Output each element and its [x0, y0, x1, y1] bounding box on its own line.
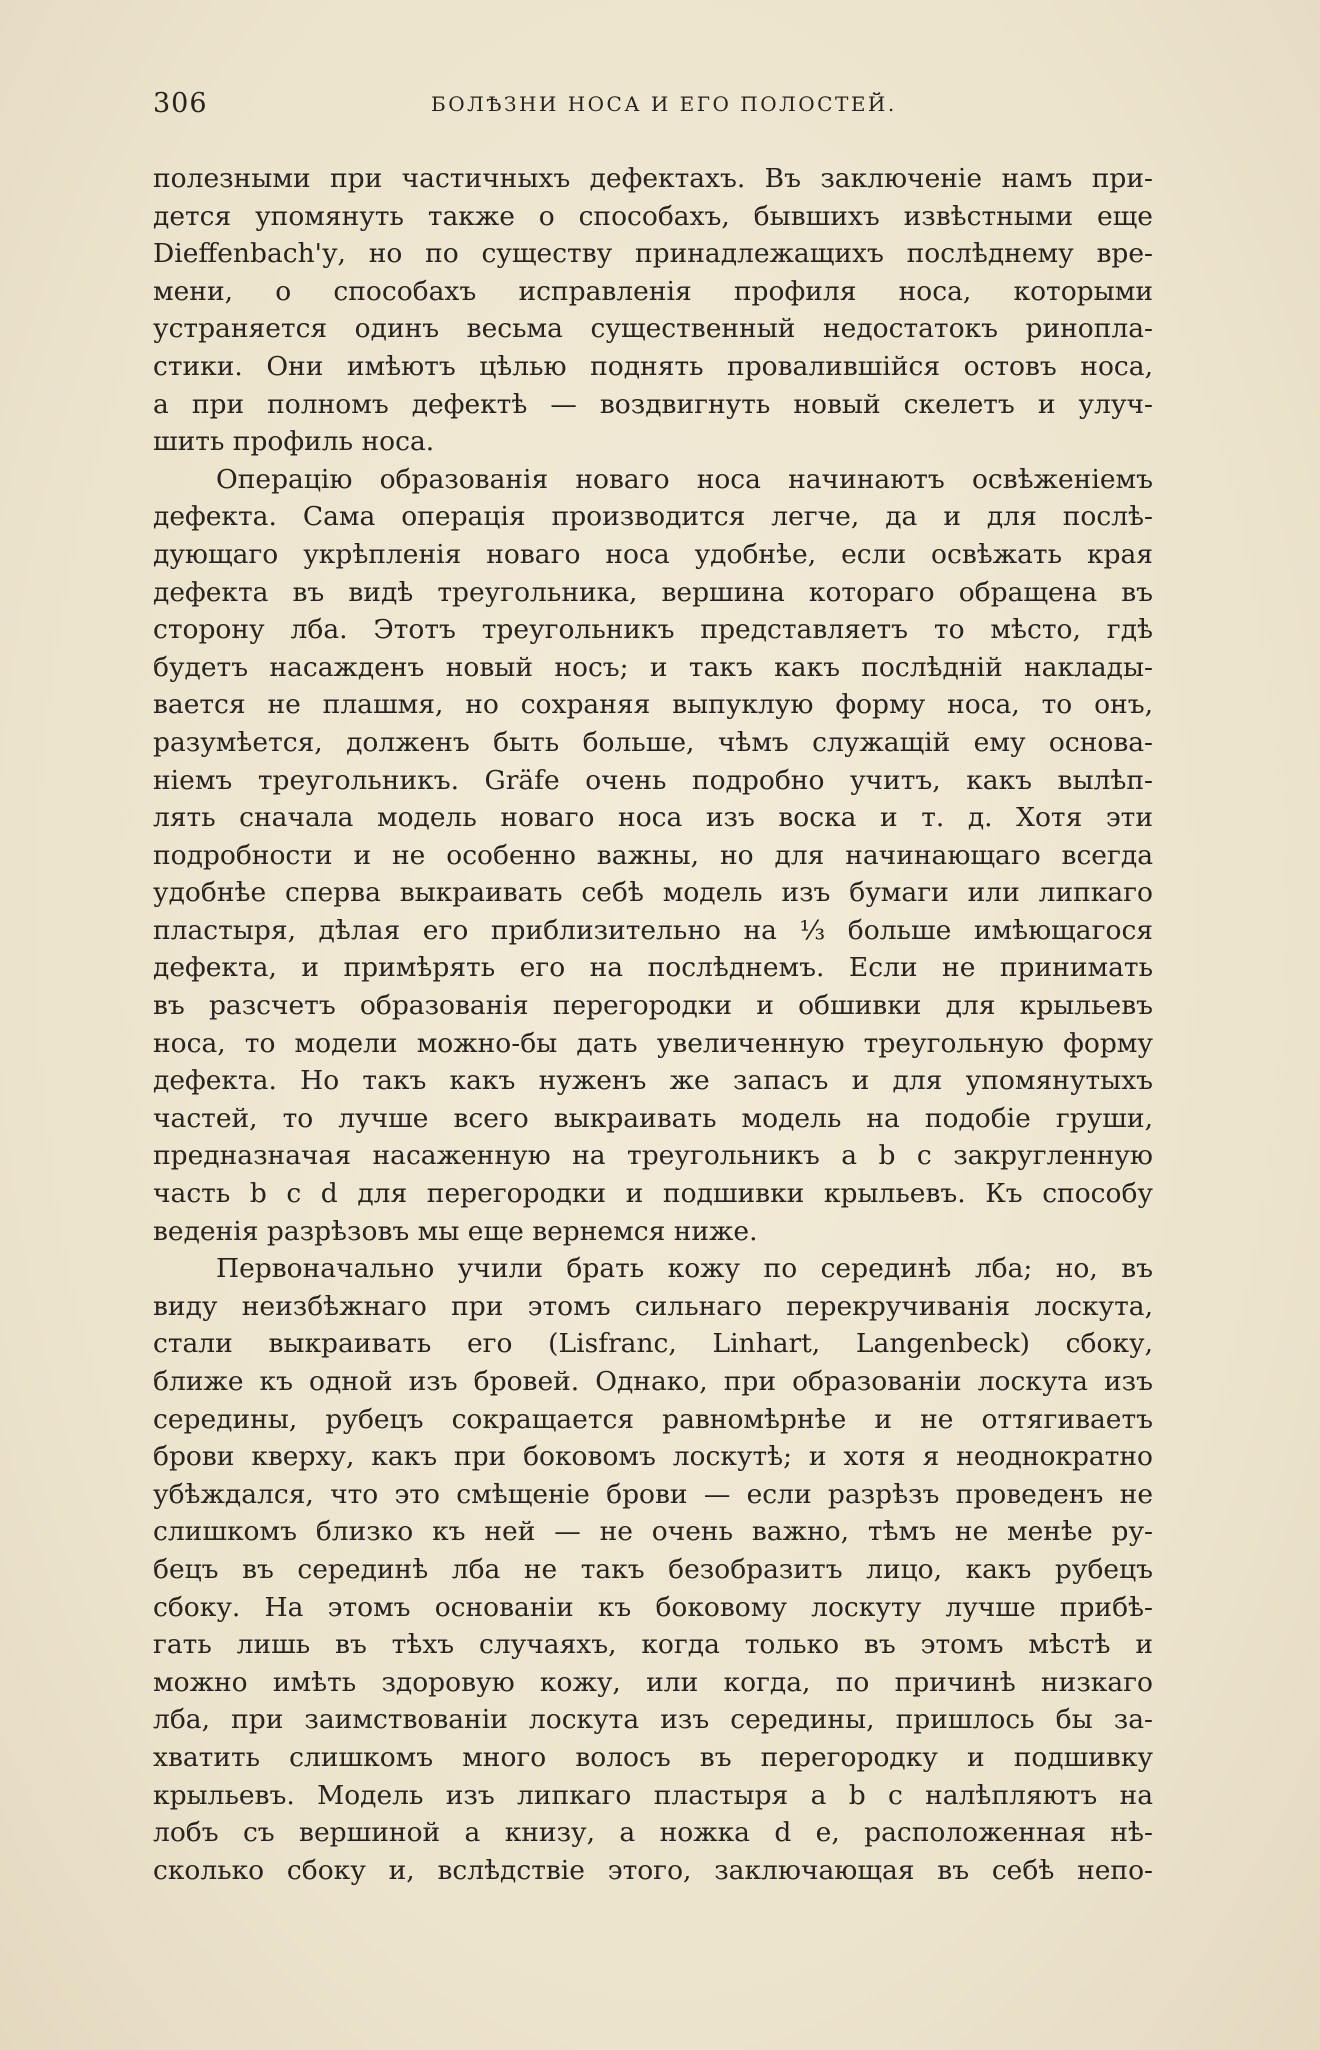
text-line: сторону лба. Этотъ треугольникъ представляетъ то мѣсто, гдѣ: [153, 614, 1153, 646]
text-line: хватить слишкомъ много волосъ въ перегородку и подшивку: [153, 1741, 1153, 1773]
text-line: въ разсчетъ образованія перегородки и обшивки для крыльевъ: [153, 990, 1153, 1022]
text-line: Dieffenbach'у, но по существу принадлежащихъ послѣднему вре-: [153, 238, 1153, 270]
text-line: стики. Они имѣютъ цѣлью поднять провалившійся остовъ носа,: [153, 350, 1153, 382]
text-line: предназначая насаженную на треугольникъ a b с закругленную: [153, 1140, 1153, 1172]
running-head: БОЛѢЗНИ НОСА И ЕГО ПОЛОСТЕЙ.: [431, 92, 897, 116]
text-line: устраняется одинъ весьма существенный недостатокъ ринопла-: [153, 313, 1153, 345]
text-line: середины, рубецъ сокращается равномѣрнѣе и не оттягиваетъ: [153, 1403, 1153, 1435]
text-line: дефекта въ видѣ треугольника, вершина котораго обращена въ: [153, 576, 1153, 608]
text-line: мени, о способахъ исправленія профиля носа, которыми: [153, 275, 1153, 307]
text-line: виду неизбѣжнаго при этомъ сильнаго перекручиванія лоскута,: [153, 1290, 1153, 1322]
text-line: ніемъ треугольникъ. Gräfe очень подробно учитъ, какъ вылѣп-: [153, 764, 1153, 796]
text-line: носа, то модели можно-бы дать увеличенную треугольную форму: [153, 1027, 1153, 1059]
text-line: убѣждался, что это смѣщеніе брови — если разрѣзъ проведенъ не: [153, 1478, 1153, 1510]
text-line: гать лишь въ тѣхъ случаяхъ, когда только въ этомъ мѣстѣ и: [153, 1629, 1153, 1661]
text-line: дется упомянуть также о способахъ, бывшихъ извѣстными еще: [153, 200, 1153, 232]
text-line: а при полномъ дефектѣ — воздвигнуть новый скелетъ и улуч-: [153, 388, 1153, 420]
paragraph-start-line: Первоначально учили брать кожу по серединѣ лба; но, въ: [216, 1253, 1153, 1285]
text-line: частей, то лучше всего выкраивать модель на подобіе груши,: [153, 1102, 1153, 1134]
text-line: полезными при частичныхъ дефектахъ. Въ заключеніе намъ при-: [153, 163, 1153, 194]
text-line: дефекта. Но такъ какъ нуженъ же запасъ и для упомянутыхъ: [153, 1065, 1153, 1097]
text-line: удобнѣе сперва выкраивать себѣ модель изъ бумаги или липкаго: [153, 877, 1153, 909]
text-line: будетъ насажденъ новый носъ; и такъ какъ послѣдній наклады-: [153, 651, 1153, 683]
body-text: [153, 160, 1153, 1889]
text-line: бецъ въ серединѣ лба не такъ безобразитъ лицо, какъ рубецъ: [153, 1553, 1153, 1585]
text-line: сбоку. На этомъ основаніи къ боковому лоскуту лучше прибѣ-: [153, 1591, 1153, 1623]
text-line: вается не плашмя, но сохраняя выпуклую форму носа, то онъ,: [153, 689, 1153, 721]
text-line: крыльевъ. Модель изъ липкаго пластыря a b с налѣпляютъ на: [153, 1779, 1153, 1811]
text-line: веденія разрѣзовъ мы еще вернемся ниже.: [153, 1215, 758, 1247]
text-line: дефекта, и примѣрять его на послѣднемъ. Если не принимать: [153, 952, 1153, 984]
page-header: [153, 88, 1153, 128]
text-line: шить профиль носа.: [153, 426, 435, 458]
text-line: ближе къ одной изъ бровей. Однако, при образованіи лоскута изъ: [153, 1366, 1153, 1397]
text-line: часть b с d для перегородки и подшивки крыльевъ. Къ способу: [153, 1178, 1153, 1210]
text-line: дефекта. Сама операція производится легче, да и для послѣ-: [153, 501, 1153, 533]
paragraph-start-line: Операцію образованія новаго носа начинаютъ освѣженіемъ: [216, 463, 1153, 495]
text-line: брови кверху, какъ при боковомъ лоскутѣ; и хотя я неоднократно: [153, 1441, 1153, 1473]
text-line: сколько сбоку и, вслѣдствіе этого, заключающая въ себѣ непо-: [153, 1854, 1153, 1886]
text-line: дующаго укрѣпленія новаго носа удобнѣе, если освѣжать края: [153, 538, 1153, 570]
text-line: слишкомъ близко къ ней — не очень важно, тѣмъ не менѣе ру-: [153, 1516, 1153, 1548]
text-line: лять сначала модель новаго носа изъ воска и т. д. Хотя эти: [153, 802, 1153, 834]
text-line: лба, при заимствованіи лоскута изъ середины, пришлось бы за-: [153, 1704, 1153, 1736]
text-line: стали выкраивать его (Lisfranc, Linhart, Langenbeck) сбоку,: [153, 1328, 1153, 1360]
text-line: можно имѣть здоровую кожу, или когда, по причинѣ низкаго: [153, 1666, 1153, 1698]
text-line: пластыря, дѣлая его приблизительно на ⅓ больше имѣющагося: [153, 914, 1153, 946]
text-line: разумѣется, долженъ быть больше, чѣмъ служащій ему основа-: [153, 726, 1153, 758]
text-line: подробности и не особенно важны, но для начинающаго всегда: [153, 839, 1153, 871]
text-line: лобъ съ вершиной a книзу, а ножка d e, расположенная нѣ-: [153, 1817, 1153, 1849]
page-number: 306: [153, 88, 208, 119]
